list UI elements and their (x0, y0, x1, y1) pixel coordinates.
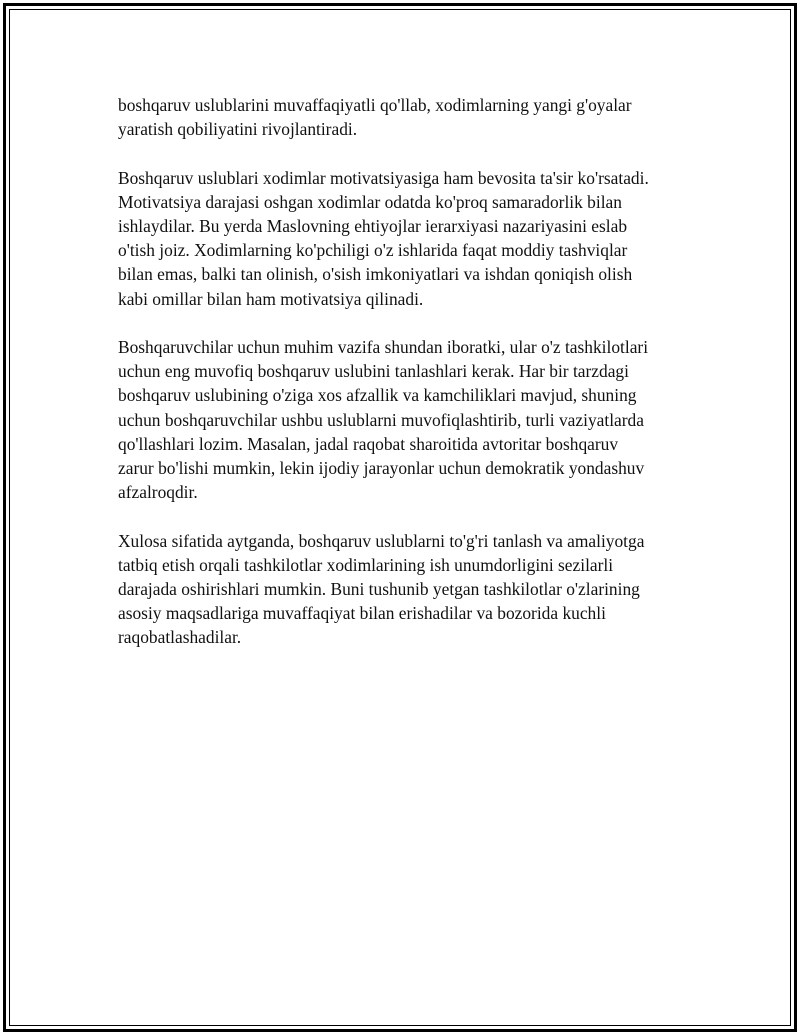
paragraph-4: Xulosa sifatida aytganda, boshqaruv uslublarni to'g'ri tanlash va amaliyotga tatbiq etish orqali tashkilotlar xodimlarining ish unumdorligini sezilarli darajada oshirishlari mumkin. Buni tushunib yetgan tashkilotlar o'zlarining asosiy maqsadlariga muvaffaqiyat bilan erishadilar va bozorida kuchli raqobatlashadilar. (118, 530, 645, 648)
paragraph-2: Boshqaruv uslublari xodimlar motivatsiyasiga ham bevosita ta'sir ko'rsatadi. Motivatsiya darajasi oshgan xodimlar odatda ko'proq samaradorlik bilan ishlaydilar. Bu yerda Maslovning ehtiyojlar ierarxiyasi nazariyasini eslab o'tish joiz. Xodimlarning ko'pchiligi o'z ishlarida faqat moddiy tashviqlar bilan emas, balki tan olinish, o'sish imkoniyatlari va ishdan qoniqish olish kabi omillar bilan ham motivatsiya qilinadi. (118, 167, 649, 309)
document-body (118, 93, 688, 674)
paragraph-3: Boshqaruvchilar uchun muhim vazifa shundan iboratki, ular o'z tashkilotlari uchun eng muvofiq boshqaruv uslubini tanlashlari kerak. Har bir tarzdagi boshqaruv uslubining o'ziga xos afzallik va kamchiliklari mavjud, shuning uchun boshqaruvchilar ushbu uslublarni muvofiqlashtirib, turli vaziyatlarda qo'llashlari lozim. Masalan, jadal raqobat sharoitida avtoritar boshqaruv zarur bo'lishi mumkin, lekin ijodiy jarayonlar uchun demokratik yondashuv afzalroqdir. (118, 337, 649, 503)
paragraph-1: boshqaruv uslublarini muvaffaqiyatli qo'llab, xodimlarning yangi g'oyalar yaratish qobiliyatini rivojlantiradi. (118, 95, 632, 140)
